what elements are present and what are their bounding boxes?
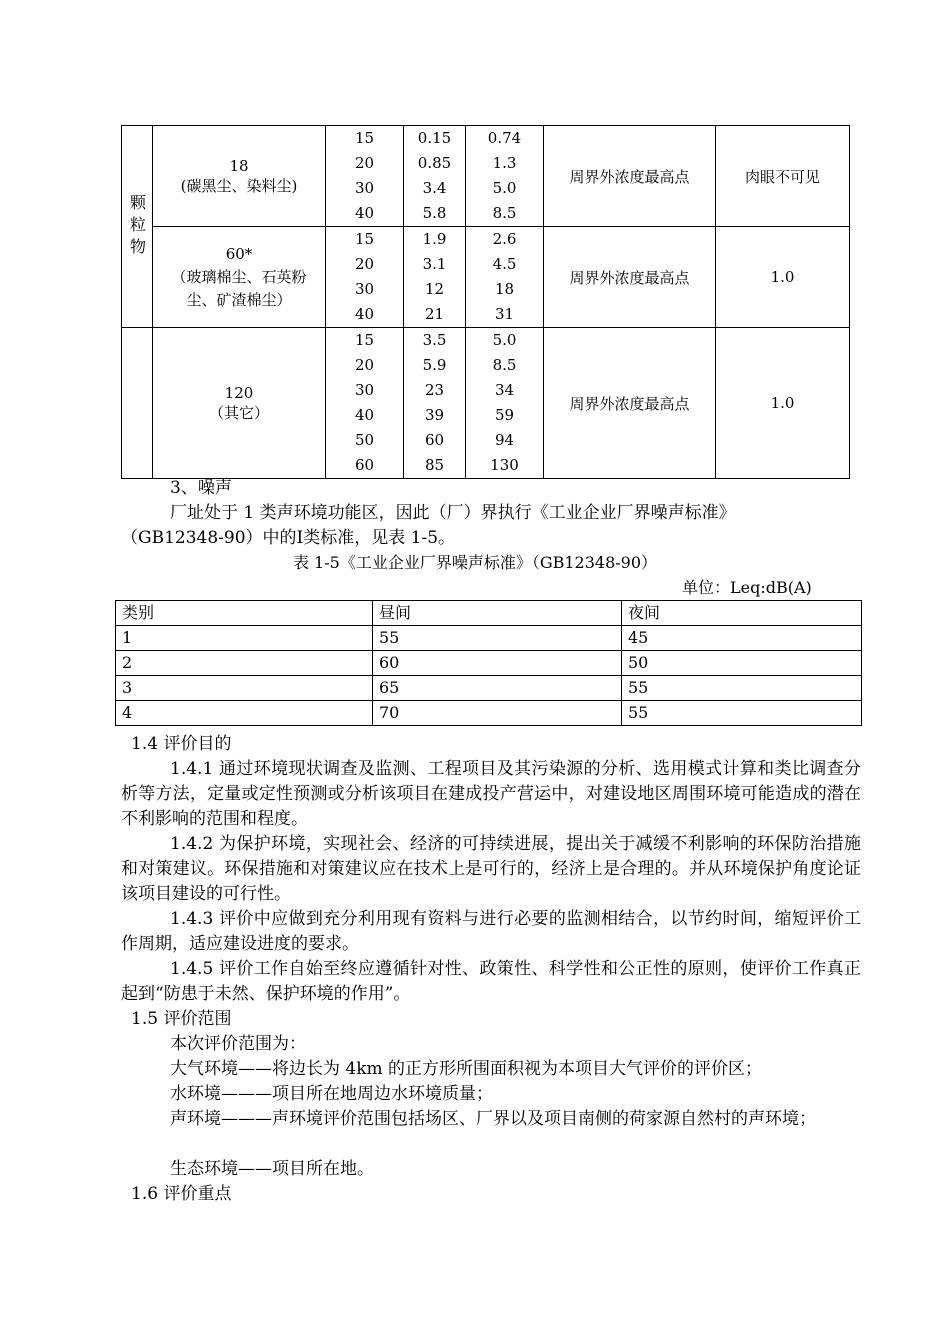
- rate-value: 1.9: [422, 230, 447, 248]
- rate-value: 5.0: [492, 331, 517, 349]
- height-value: 20: [354, 255, 375, 273]
- limit-cell: 1.0: [716, 227, 850, 328]
- monitor-point-cell: 周界外浓度最高点: [544, 126, 716, 227]
- section-heading-1-6: 1.6 评价重点: [131, 1184, 232, 1204]
- table-row: [116, 676, 862, 701]
- table-cell: 70: [373, 701, 622, 726]
- pollutant-desc: （玻璃棉尘、石英粉尘、矿渣棉尘）: [171, 267, 307, 309]
- height-value: 40: [354, 406, 375, 424]
- height-value: 30: [354, 179, 375, 197]
- table-row: [116, 701, 862, 726]
- height-value: 30: [354, 381, 375, 399]
- unit-label: 单位：Leq:dB(A): [682, 578, 812, 597]
- pollutant-cell: [153, 328, 326, 479]
- table-cell: 65: [373, 676, 622, 701]
- category-cell-empty: [122, 328, 153, 479]
- table-cell: 55: [622, 701, 862, 726]
- rate-value: 59: [494, 406, 515, 424]
- height-value: 50: [354, 431, 375, 449]
- paragraph-1-4-5: 1.4.5 评价工作自始至终应遵循针对性、政策性、科学性和公正性的原则，使评价工作真正起到“防患于未然、保护环境的作用”。: [121, 959, 861, 1004]
- monitor-point-cell: 周界外浓度最高点: [544, 227, 716, 328]
- rate-value: 39: [424, 406, 445, 424]
- rate-value: 0.74: [487, 129, 522, 147]
- section-heading-1-4: 1.4 评价目的: [131, 734, 232, 754]
- scope-eco: 生态环境——项目所在地。: [170, 1159, 374, 1179]
- table-cell: 4: [116, 701, 373, 726]
- rate-value: 31: [494, 305, 515, 323]
- table-caption: 表 1-5《工业企业厂界噪声标准》（GB12348-90）: [292, 553, 658, 572]
- pollutant-desc: (碳黑尘、染料尘): [180, 176, 298, 195]
- rate-a-cell: [404, 328, 466, 479]
- height-value: 20: [354, 356, 375, 374]
- pollutant-code: 120: [224, 383, 254, 402]
- table-cell: 55: [622, 676, 862, 701]
- height-value: 15: [354, 230, 375, 248]
- pollutant-cell: [153, 126, 326, 227]
- height-value: 30: [354, 280, 375, 298]
- height-value: 20: [354, 154, 375, 172]
- rate-value: 34: [494, 381, 515, 399]
- table-cell: 3: [116, 676, 373, 701]
- scope-intro: 本次评价范围为：: [170, 1034, 306, 1054]
- height-cell: [326, 328, 404, 479]
- rate-value: 3.1: [422, 255, 447, 273]
- section-heading-1-5: 1.5 评价范围: [131, 1009, 232, 1029]
- height-value: 60: [354, 456, 375, 474]
- table-cell: 45: [622, 626, 862, 651]
- pollutant-cell: [153, 227, 326, 328]
- table-row: [122, 328, 850, 479]
- height-cell: [326, 126, 404, 227]
- rate-value: 8.5: [492, 204, 517, 222]
- rate-value: 0.85: [417, 154, 452, 172]
- pollutant-code: 60*: [225, 244, 253, 263]
- paragraph-1-4-3: 1.4.3 评价中应做到充分利用现有资料与进行必要的监测相结合，以节约时间，缩短评价工作周期，适应建设进度的要求。: [121, 909, 861, 954]
- monitor-point-cell: 周界外浓度最高点: [544, 328, 716, 479]
- height-value: 15: [354, 129, 375, 147]
- table-row: [122, 126, 850, 227]
- rate-b-cell: [466, 227, 544, 328]
- rate-value: 4.5: [492, 255, 517, 273]
- table-cell: 60: [373, 651, 622, 676]
- header-cell: 夜间: [622, 601, 862, 626]
- rate-b-cell: [466, 126, 544, 227]
- rate-value: 12: [424, 280, 445, 298]
- table-cell: 2: [116, 651, 373, 676]
- table-row: [116, 626, 862, 651]
- table-header-row: [116, 601, 862, 626]
- rate-value: 94: [494, 431, 515, 449]
- limit-cell: 1.0: [716, 328, 850, 479]
- rate-value: 5.9: [422, 356, 447, 374]
- height-cell: [326, 227, 404, 328]
- noise-paragraph-line1: 厂址处于 1 类声环境功能区，因此（厂）界执行《工业企业厂界噪声标准》: [170, 503, 736, 523]
- noise-paragraph-line2: （GB12348-90）中的Ⅰ类标准，见表 1-5。: [121, 528, 456, 548]
- pollutant-code: 18: [229, 156, 249, 175]
- rate-value: 130: [490, 456, 519, 474]
- header-cell: 昼间: [373, 601, 622, 626]
- rate-value: 21: [424, 305, 445, 323]
- noise-heading: 3、噪声: [170, 478, 232, 498]
- paragraph-1-4-2: 1.4.2 为保护环境，实现社会、经济的可持续进展，提出关于减缓不利影响的环保防治措施和对策建议。环保措施和对策建议应在技术上是可行的，经济上是合理的。并从环境保护角度论证该项目建设的可行性。: [121, 834, 861, 904]
- rate-a-cell: [404, 227, 466, 328]
- scope-sound: 声环境———声环境评价范围包括场区、厂界以及项目南侧的荷家源自然村的声环境；: [170, 1109, 816, 1129]
- rate-value: 1.3: [492, 154, 517, 172]
- rate-value: 5.8: [422, 204, 447, 222]
- noise-standard-table: [115, 600, 862, 726]
- rate-value: 3.4: [422, 179, 447, 197]
- table-row: [122, 227, 850, 328]
- rate-a-cell: [404, 126, 466, 227]
- table-row: [116, 651, 862, 676]
- rate-value: 0.15: [417, 129, 452, 147]
- rate-value: 5.0: [492, 179, 517, 197]
- height-value: 40: [354, 204, 375, 222]
- paragraph-1-4-1: 1.4.1 通过环境现状调查及监测、工程项目及其污染源的分析、选用模式计算和类比调查分析等方法，定量或定性预测或分析该项目在建成投产营运中，对建设地区周围环境可能造成的潜在不利影响的范围和程度。: [121, 759, 861, 829]
- header-cell: 类别: [116, 601, 373, 626]
- scope-air: 大气环境——将边长为 4km 的正方形所围面积视为本项目大气评价的评价区；: [170, 1059, 763, 1079]
- table-cell: 50: [622, 651, 862, 676]
- scope-water: 水环境———项目所在地周边水环境质量；: [170, 1084, 493, 1104]
- particulate-emission-table: [121, 125, 850, 479]
- rate-value: 8.5: [492, 356, 517, 374]
- rate-value: 18: [494, 280, 515, 298]
- height-value: 15: [354, 331, 375, 349]
- rate-value: 23: [424, 381, 445, 399]
- rate-value: 3.5: [422, 331, 447, 349]
- limit-cell: 肉眼不可见: [716, 126, 850, 227]
- height-value: 40: [354, 305, 375, 323]
- rate-b-cell: [466, 328, 544, 479]
- rate-value: 2.6: [492, 230, 517, 248]
- table-cell: 55: [373, 626, 622, 651]
- rate-value: 60: [424, 431, 445, 449]
- table-cell: 1: [116, 626, 373, 651]
- rate-value: 85: [424, 456, 445, 474]
- pollutant-desc: （其它）: [208, 403, 269, 422]
- category-cell: [122, 126, 153, 328]
- category-label: 颗粒物: [127, 193, 147, 260]
